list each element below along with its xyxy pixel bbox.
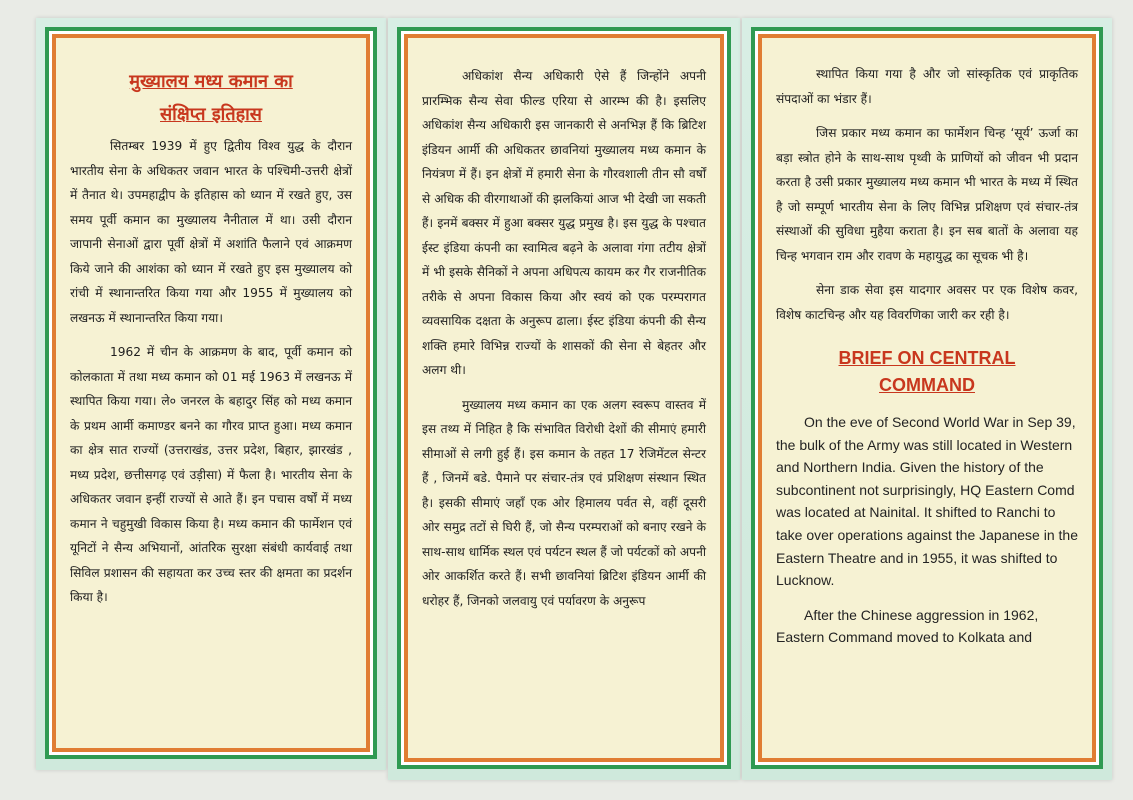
- english-title-line2: COMMAND: [879, 375, 975, 395]
- panel-left: [36, 18, 386, 770]
- panel-right-frame: [758, 34, 1096, 762]
- hindi-paragraph: सितम्बर 1939 में हुए द्वितीय विश्व युद्ध के दौरान भारतीय सेना के अधिकतर जवान भारत के पश्चिमी-उत्तरी क्षेत्रों में तैनात थे। उपमहाद्वीप के इतिहास को ध्यान में रखते हुए, उस समय पूर्वी कमान का मुख्यालय नैनीताल में था। उसी दौरान जापानी सेनाओं द्वारा पूर्वी क्षेत्रों में अशांति फैलाने एवं आक्रमण किये जाने की आशंका को ध्यान में रखते हुए इस मुख्यालय को रांची में स्थानान्तरित किया गया और 1955 में मुख्यालय को लखनऊ में स्थानान्तरित किया गया।: [70, 139, 352, 325]
- english-paragraph: On the eve of Second World War in Sep 39, the bulk of the Army was still located in Western and Northern India. Given the history of the subcontinent not surprisingly, HQ Eastern Comd was located at Nainital. It shifted to Ranchi to take over operations against the Japanese in the Eastern Theatre and in 1955, it was shifted to Lucknow.: [776, 414, 1078, 589]
- panel-middle-frame: [404, 34, 724, 762]
- hindi-paragraph: सेना डाक सेवा इस यादगार अवसर पर एक विशेष कवर, विशेष काटचिन्ह और यह विवरणिका जारी कर रही है।: [776, 283, 1078, 322]
- hindi-paragraph: स्थापित किया गया है और जो सांस्कृतिक एवं प्राकृतिक संपदाओं का भंडार हैं।: [776, 67, 1078, 106]
- hindi-paragraph: जिस प्रकार मध्य कमान का फार्मेशन चिन्ह ‘सूर्य’ ऊर्जा का बड़ा स्त्रोत होने के साथ-साथ पृथ्वी के प्राणियों को जीवन भी प्रदान करता है उसी प्रकार मुख्यालय मध्य कमान भी भारत के मध्य में स्थित है जो सम्पूर्ण भारतीय सेना के लिए विभिन्न प्रशिक्षण एवं संचार-तंत्र संस्थाओं की सुविधा मुहैया कराता है। इन सब बातों के अलावा यह चिन्ह भगवान राम और रावण के महायुद्ध का सूचक भी है।: [776, 126, 1078, 263]
- panel-middle: [388, 18, 740, 780]
- hindi-title-line2: संक्षिप्त इतिहास: [160, 104, 262, 125]
- panel-right: [742, 18, 1112, 780]
- hindi-paragraph: मुख्यालय मध्य कमान का एक अलग स्वरूप वास्तव में इस तथ्य में निहित है कि संभावित विरोधी देशों की सीमाएं हमारी सीमाओं से लगी हुई हैं। इस कमान के तहत 17 रेजिमेंटल सेन्टर हैं , जिनमें बडे. पैमाने पर संचार-तंत्र एवं प्रशिक्षण संस्थान स्थित है। इसकी सीमाएं जहाँ एक ओर हिमालय पर्वत से, वहीं दूसरी ओर समुद्र तटों से घिरी हैं, जो सैन्य परम्पराओं को बनाए रखने के साथ-साथ धार्मिक स्थल एवं पर्यटन स्थल हैं जो पर्यटकों को अपनी ओर आकर्शित करते हैं। सभी छावनियां ब्रिटिश इंडियन आर्मी की धरोहर हैं, जिनको जलवायु एवं पर्यावरण के अनुरूप: [422, 397, 706, 608]
- hindi-paragraph: अधिकांश सैन्य अधिकारी ऐसे हैं जिन्होंने अपनी प्रारम्भिक सैन्य सेवा फील्ड एरिया से आरम्भ की है। इसलिए अधिकांश सैन्य अधिकारी इस जानकारी से अनभिज्ञ हैं कि ब्रिटिश इंडियन आर्मी की अधिकतर छावनियां मुख्यालय मध्य कमान के नियंत्रण में हैं। इन क्षेत्रों में हमारी सेना के गौरवशाली तीन सौ वर्षों से अधिक की वीरगाथाओं की झलकियां आज भी देखी जा सकती हैं। इनमें बक्सर में हुआ बक्सर युद्ध प्रमुख है। इस युद्ध के पश्चात ईस्ट इंडिया कंपनी का स्वामित्व बढ़ने के अलावा गंगा तटीय क्षेत्रों में भी इसके सैनिकों ने अपना अधिपत्य कायम कर गैर राजनीतिक तरीके से अपना विकास किया और स्वयं को एक परम्परागत व्यवसायिक दक्षता के अनुरूप ढाला। ईस्ट इंडिया कंपनी की सैन्य शक्ति हमारे विभिन्न राज्यों के शासकों की सेना से बेहतर और अलग थी।: [422, 69, 706, 377]
- english-title-line1: BRIEF ON CENTRAL: [838, 348, 1016, 368]
- english-paragraph: After the Chinese aggression in 1962, Eastern Command moved to Kolkata and: [776, 606, 1039, 646]
- hindi-title-line1: मुख्यालय मध्य कमान का: [129, 71, 293, 92]
- panel-left-frame: [52, 34, 370, 752]
- hindi-paragraph: 1962 में चीन के आक्रमण के बाद, पूर्वी कमान को कोलकाता में तथा मध्य कमान को 01 मई 1963 में लखनऊ में स्थापित किया गया। ले० जनरल के बहादुर सिंह को मध्य कमान के प्रथम आर्मी कमाण्डर बनने का गौरव प्राप्त हुआ। मध्य कमान का क्षेत्र सात राज्यों (उत्तराखंड, उत्तर प्रदेश, बिहार, झारखंड , मध्य प्रदेश, छत्तीसगढ़ एवं उड़ीसा) में फैला है। भारतीय सेना के अधिकतर जवान इन्हीं राज्यों से आते हैं। इन पचास वर्षों में मध्य कमान ने चहुमुखी विकास किया है। मध्य कमान की फार्मेशन एवं यूनिटों ने सैन्य अभियानों, आंतरिक सुरक्षा संबंधी कार्यवाई तथा सिविल प्रशासन की सहायता कर उच्च स्तर की क्षमता का प्रदर्शन किया है।: [70, 345, 352, 604]
